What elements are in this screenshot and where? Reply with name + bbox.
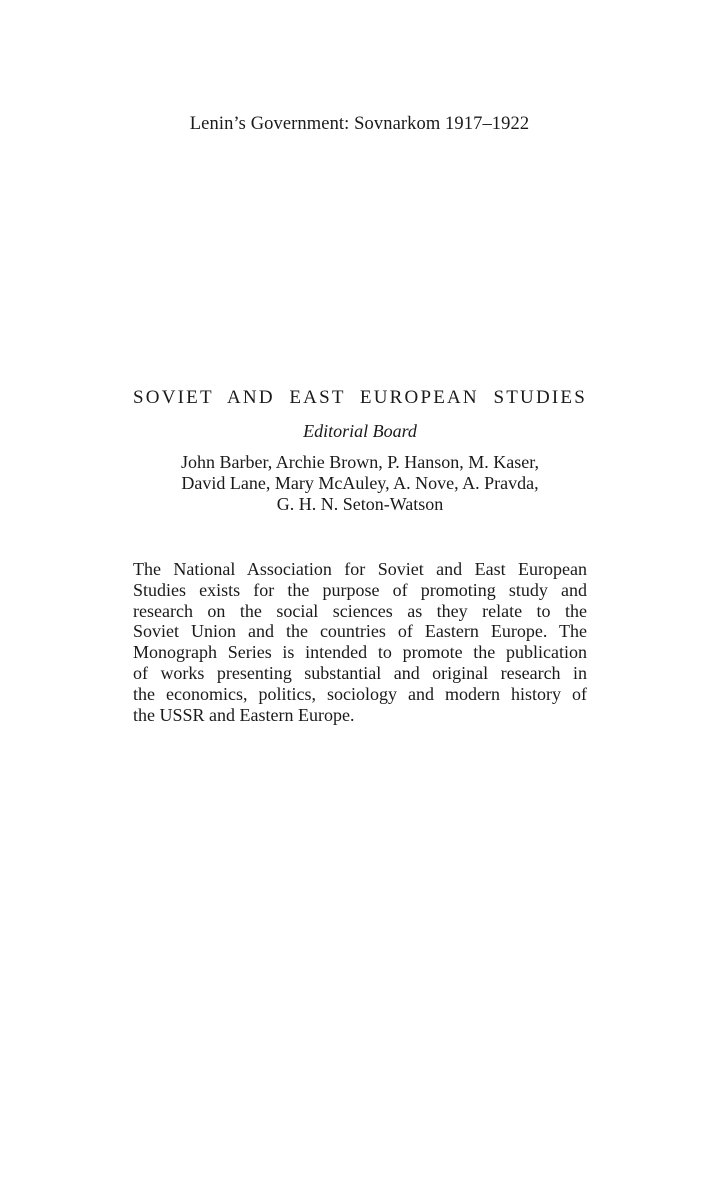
description-line: the USSR and Eastern Europe.	[133, 704, 355, 725]
association-description	[133, 559, 587, 725]
description-line: Studies exists for the purpose of promoting study and	[133, 579, 587, 600]
book-title: Lenin’s Government: Sovnarkom 1917–1922	[189, 114, 530, 134]
series-block	[133, 386, 587, 515]
description-line: research on the social sciences as they relate to the	[133, 600, 587, 621]
board-members-line: David Lane, Mary McAuley, A. Nove, A. Pravda,	[181, 473, 539, 493]
editorial-board-members	[133, 452, 587, 515]
board-members-line: John Barber, Archie Brown, P. Hanson, M. Kaser,	[180, 452, 539, 472]
description-line: Monograph Series is intended to promote the publication	[133, 642, 587, 663]
description-line: the economics, politics, sociology and modern history of	[133, 683, 587, 704]
series-title: SOVIET AND EAST EUROPEAN STUDIES	[133, 387, 587, 408]
description-line: Soviet Union and the countries of Eastern Europe. The	[133, 621, 587, 642]
board-members-line: G. H. N. Seton-Watson	[276, 494, 444, 514]
description-line: of works presenting substantial and original research in	[133, 662, 587, 683]
editorial-board-label: Editorial Board	[303, 421, 417, 441]
description-line: The National Association for Soviet and East European	[133, 559, 587, 579]
